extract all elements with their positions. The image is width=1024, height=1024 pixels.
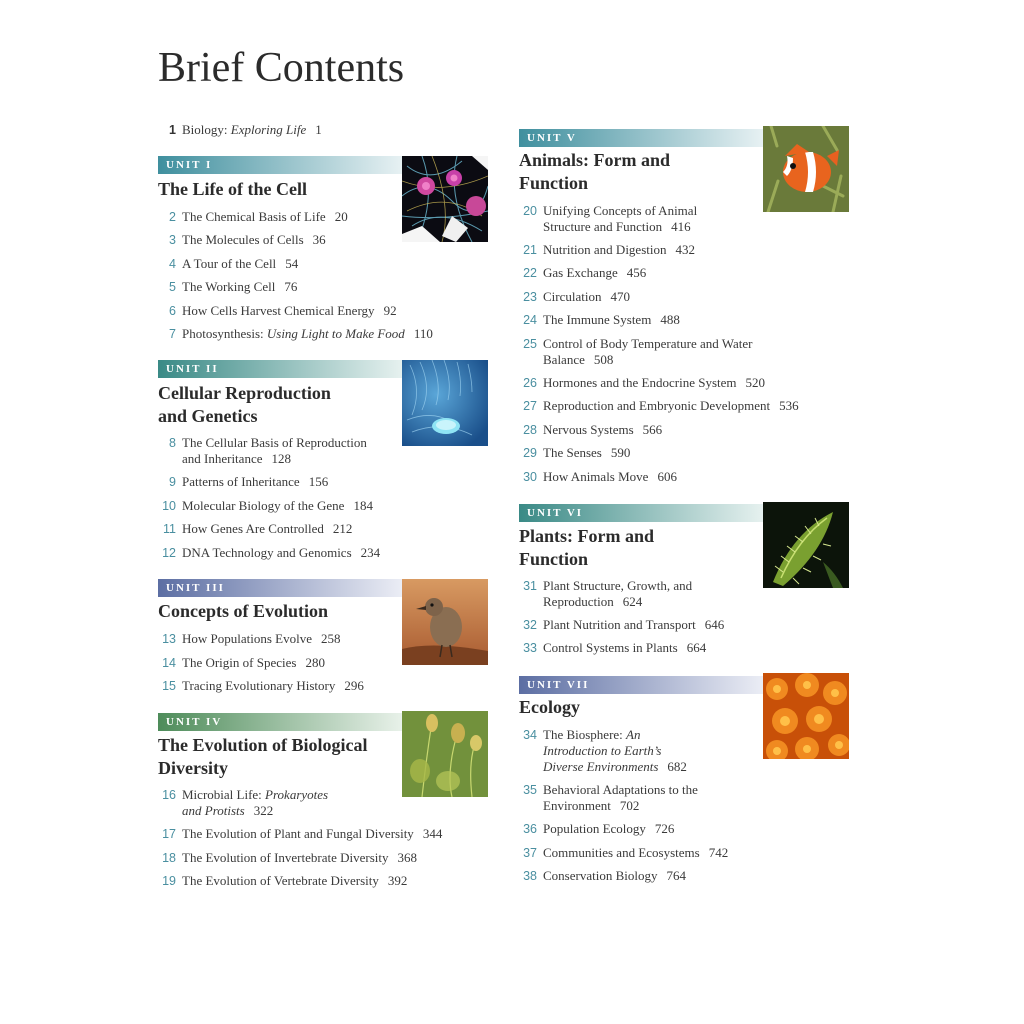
unit-label-bar: UNIT VII [519, 676, 763, 694]
chapter-title: The Evolution of Invertebrate Diversity [182, 850, 389, 865]
chapter-number: 29 [523, 446, 537, 460]
page-number: 682 [667, 759, 687, 774]
page-title: Brief Contents [158, 45, 405, 91]
chapter-number: 23 [523, 290, 537, 304]
chapter-number: 36 [523, 822, 537, 836]
unit-title-line: Plants: Form and [519, 526, 654, 546]
chapter-title: The Evolution of Vertebrate Diversity [182, 873, 379, 888]
page-number: 110 [413, 326, 433, 341]
chapter-number: 24 [523, 313, 537, 327]
chapter-number: 9 [169, 475, 176, 489]
chapter-title: Gas Exchange [543, 265, 618, 280]
chapter-number: 4 [169, 257, 176, 271]
chapter-title: The Working Cell [182, 279, 276, 294]
chapter-number: 10 [162, 499, 176, 513]
chapter-title: Reproduction and Embryonic Development [543, 398, 771, 413]
chapter-number: 27 [523, 399, 537, 413]
chapter-title: How Cells Harvest Chemical Energy [182, 303, 375, 318]
chapter-title-line2: and Protists [182, 803, 245, 818]
unit-title-line: Cellular Reproduction [158, 383, 331, 403]
page-number: 128 [271, 451, 291, 466]
page-number: 646 [704, 617, 725, 632]
chapter-number: 38 [523, 869, 537, 883]
unit-title-line: Function [519, 173, 589, 193]
unit-photo-dividing-cell [402, 360, 488, 446]
page-number: 456 [626, 265, 647, 280]
page-number: 344 [422, 826, 443, 841]
chapter-number: 25 [523, 337, 537, 351]
page-number: 212 [332, 521, 353, 536]
chapter-number: 26 [523, 376, 537, 390]
chapter-title: Hormones and the Endocrine System [543, 375, 737, 390]
unit-title-line: Function [519, 549, 589, 569]
unit-title [158, 734, 398, 780]
page-number: 234 [360, 545, 381, 560]
unit-photo-finch-bird [402, 579, 488, 665]
chapter-number: 5 [169, 280, 176, 294]
chapter-number: 7 [169, 327, 176, 341]
chapter-number: 18 [162, 851, 176, 865]
chapter-title-italic: Exploring Life [230, 122, 307, 137]
page-number: 742 [708, 845, 729, 860]
unit-title: Ecology [519, 697, 580, 717]
chapter-number: 28 [523, 423, 537, 437]
chapter-title-line2: Reproduction [543, 594, 614, 609]
chapter-number: 30 [523, 470, 537, 484]
page-number: 470 [610, 289, 630, 304]
chapter-title: The Evolution of Plant and Fungal Diversity [182, 826, 414, 841]
chapter-title: A Tour of the Cell [182, 256, 277, 271]
unit-title-line: Diversity [158, 758, 228, 778]
chapter-number: 37 [523, 846, 537, 860]
chapter-title: How Genes Are Controlled [182, 521, 324, 536]
chapter-number: 6 [169, 304, 176, 318]
chapter-title: The Senses [543, 445, 602, 460]
chapter-title: Plant Nutrition and Transport [543, 617, 696, 632]
chapter-number: 12 [162, 546, 176, 560]
unit-photo-cell-micrograph [402, 156, 488, 242]
page-number: 606 [657, 469, 677, 484]
chapter-number: 19 [162, 874, 176, 888]
unit-title [519, 149, 759, 195]
chapter-number: 14 [162, 656, 176, 670]
page-number: 726 [654, 821, 675, 836]
page-number: 416 [671, 219, 691, 234]
page-number: 54 [285, 256, 299, 271]
unit-title-line: and Genetics [158, 406, 258, 426]
chapter-title: The Chemical Basis of Life [182, 209, 326, 224]
chapter-title-line2: Structure and Function [543, 219, 663, 234]
chapter-title-line2: Balance [543, 352, 585, 367]
chapter-number: 31 [523, 579, 537, 593]
page-number: 520 [745, 375, 766, 390]
page-number: 488 [660, 312, 680, 327]
unit-label-bar: UNIT V [519, 129, 763, 147]
page-number: 590 [610, 445, 631, 460]
page-number: 76 [284, 279, 298, 294]
chapter-title: Patterns of Inheritance [182, 474, 300, 489]
unit-title: Concepts of Evolution [158, 601, 329, 621]
chapter-number: 3 [169, 233, 176, 247]
page-number: 296 [344, 678, 364, 693]
page-number: 156 [308, 474, 329, 489]
chapter-number: 35 [523, 783, 537, 797]
page-number: 624 [622, 594, 643, 609]
chapter-title: Conservation Biology [543, 868, 658, 883]
page-number: 20 [334, 209, 348, 224]
chapter-number: 33 [523, 641, 537, 655]
chapter-title-italic: Prokaryotes [265, 787, 329, 802]
chapter-title: The Molecules of Cells [182, 232, 304, 247]
chapter-title-italic: An [626, 727, 641, 742]
page-number: 508 [593, 352, 614, 367]
page-number: 184 [353, 498, 373, 513]
page-number: 368 [397, 850, 417, 865]
page-number: 392 [387, 873, 408, 888]
page-number: 322 [253, 803, 274, 818]
chapter-number: 11 [163, 522, 176, 536]
unit-label-bar: UNIT IV [158, 713, 402, 731]
unit-photo-moss-sporophytes [402, 711, 488, 797]
unit-label-bar: UNIT I [158, 156, 402, 174]
page-number: 258 [321, 631, 341, 646]
chapter-number: 17 [162, 827, 176, 841]
page-number: 92 [383, 303, 397, 318]
unit-photo-clownfish [763, 126, 849, 212]
unit-title: The Life of the Cell [158, 179, 307, 199]
chapter-title-line2: Environment [543, 798, 611, 813]
unit-title [158, 382, 398, 428]
chapter-number: 15 [162, 679, 176, 693]
chapter-number: 8 [169, 436, 176, 450]
unit-title [519, 525, 759, 571]
chapter-title: The Cellular Basis of Reproduction [182, 435, 367, 450]
unit-title-line: The Evolution of Biological [158, 735, 368, 755]
chapter-number: 32 [523, 618, 537, 632]
page-number: 664 [686, 640, 707, 655]
page-number: 36 [312, 232, 326, 247]
chapter-title: Control Systems in Plants [543, 640, 678, 655]
chapter-title: Circulation [543, 289, 602, 304]
chapter-title: How Animals Move [543, 469, 649, 484]
chapter-number: 20 [523, 204, 537, 218]
chapter-title: Tracing Evolutionary History [182, 678, 336, 693]
chapter-title: Nutrition and Digestion [543, 242, 667, 257]
chapter-title: Microbial Life: [182, 787, 266, 802]
chapter-title-line3: Diverse Environments [543, 759, 659, 774]
page-number: 1 [315, 122, 322, 137]
chapter-number: 21 [523, 243, 537, 257]
chapter-title-line2: and Inheritance [182, 451, 263, 466]
chapter-number: 13 [162, 632, 176, 646]
chapter-title: The Immune System [543, 312, 652, 327]
chapter-title: Biology: [182, 122, 231, 137]
chapter-title: The Biosphere: [543, 727, 627, 742]
chapter-number: 1 [169, 123, 176, 137]
chapter-title: Population Ecology [543, 821, 646, 836]
chapter-title: Nervous Systems [543, 422, 634, 437]
chapter-title: Molecular Biology of the Gene [182, 498, 345, 513]
chapter-number: 2 [169, 210, 176, 224]
chapter-title: The Origin of Species [182, 655, 297, 670]
chapter-title: DNA Technology and Genomics [182, 545, 352, 560]
page-number: 432 [675, 242, 695, 257]
chapter-title: How Populations Evolve [182, 631, 312, 646]
chapter-title: Photosynthesis: [182, 326, 267, 341]
unit-title-line: Animals: Form and [519, 150, 671, 170]
chapter-title-italic: Using Light to Make Food [266, 326, 405, 341]
page-number: 536 [779, 398, 799, 413]
chapter-title: Control of Body Temperature and Water [543, 336, 753, 351]
chapter-title: Behavioral Adaptations to the [543, 782, 698, 797]
unit-photo-venus-flytrap [763, 502, 849, 588]
page-number: 702 [619, 798, 640, 813]
page-number: 566 [642, 422, 663, 437]
chapter-title-line2: Introduction to Earth’s [543, 743, 662, 758]
chapter-number: 22 [523, 266, 537, 280]
page-number: 764 [666, 868, 686, 883]
page-number: 280 [305, 655, 325, 670]
chapter-title: Communities and Ecosystems [543, 845, 700, 860]
chapter-number: 34 [523, 728, 537, 742]
chapter-title: Plant Structure, Growth, and [543, 578, 693, 593]
unit-label-bar: UNIT III [158, 579, 402, 597]
chapter-number: 16 [162, 788, 176, 802]
unit-label-bar: UNIT II [158, 360, 402, 378]
chapter-title: Unifying Concepts of Animal [543, 203, 698, 218]
unit-label-bar: UNIT VI [519, 504, 763, 522]
